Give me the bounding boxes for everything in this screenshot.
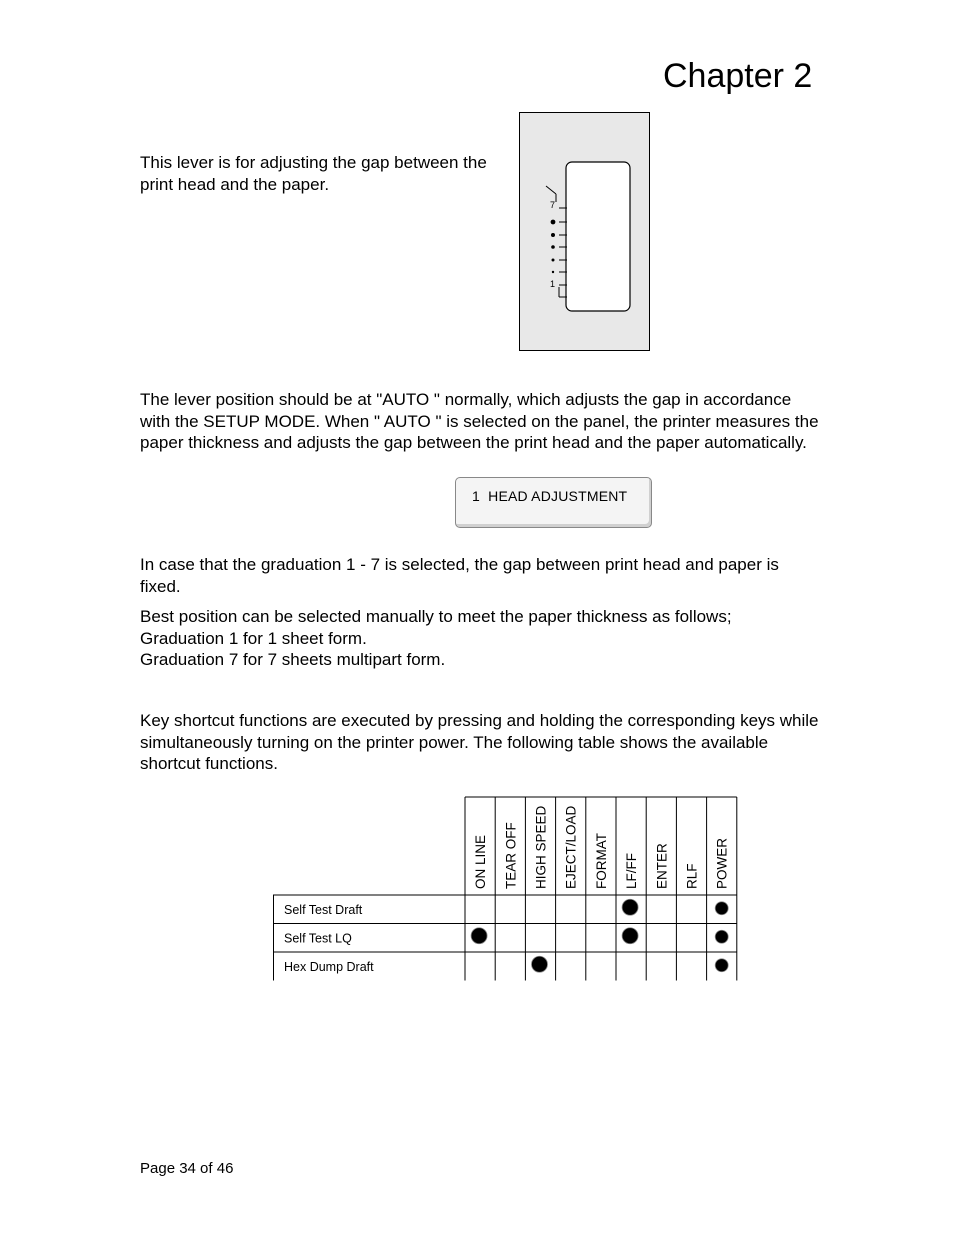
best-position-intro: Best position can be selected manually to meet the paper thickness as follows; — [140, 607, 732, 626]
key-marker — [715, 959, 728, 972]
column-header: TEAR OFF — [503, 822, 519, 889]
key-marker — [715, 902, 728, 915]
column-header: ON LINE — [473, 834, 489, 889]
scale-label-top: 7 — [550, 200, 556, 210]
shortcut-intro: Key shortcut functions are executed by pressing and holding the corresponding keys while simultaneously turning on the printer power. The following table shows the available shortcut functions. — [140, 711, 819, 773]
lever-pointer — [546, 186, 556, 194]
key-marker — [471, 928, 487, 944]
key-marker — [715, 930, 728, 943]
scale-label-bottom: 1 — [550, 279, 556, 289]
key-marker — [622, 928, 638, 944]
column-header: POWER — [714, 837, 730, 889]
lcd-panel-text: 1 HEAD ADJUSTMENT — [472, 488, 628, 504]
graduation-note: In case that the graduation 1 - 7 is selected, the gap between print head and paper is fixed. — [140, 555, 779, 596]
column-header: EJECT/LOAD — [563, 805, 579, 889]
column-header: RLF — [684, 863, 700, 889]
column-header: LF/FF — [624, 853, 640, 889]
lever-description: This lever is for adjusting the gap between the print head and the paper. — [140, 153, 487, 194]
best-position — [140, 606, 820, 671]
key-marker — [532, 956, 548, 972]
row-label: Self Test LQ — [284, 931, 352, 946]
scale-dot — [551, 233, 555, 237]
scale-dot — [551, 245, 555, 249]
lever-diagram — [519, 112, 650, 351]
row-label: Hex Dump Draft — [284, 960, 374, 974]
column-header: FORMAT — [593, 833, 609, 889]
best-position-line2: Graduation 7 for 7 sheets multipart form. — [140, 650, 446, 669]
scale-dot — [552, 259, 555, 262]
lever-slot — [566, 162, 630, 311]
auto-description: The lever position should be at "AUTO " normally, which adjusts the gap in accordance with the SETUP MODE. When " AUTO " is selected on the panel, the printer measures the paper thickness and adjusts the gap between the print head and the paper automatically. — [140, 390, 819, 452]
best-position-line1: Graduation 1 for 1 sheet form. — [140, 628, 367, 648]
page-footer: Page 34 of 46 — [140, 1160, 234, 1177]
column-header: ENTER — [654, 843, 670, 889]
row-label: Self Test Draft — [284, 903, 363, 917]
scale-dot — [552, 271, 554, 273]
key-marker — [622, 899, 638, 915]
scale-dot — [551, 220, 556, 225]
column-header: HIGH SPEED — [533, 805, 549, 889]
lcd-panel-display — [455, 477, 652, 528]
shortcut-table — [273, 796, 738, 982]
chapter-title: Chapter 2 — [663, 57, 813, 95]
